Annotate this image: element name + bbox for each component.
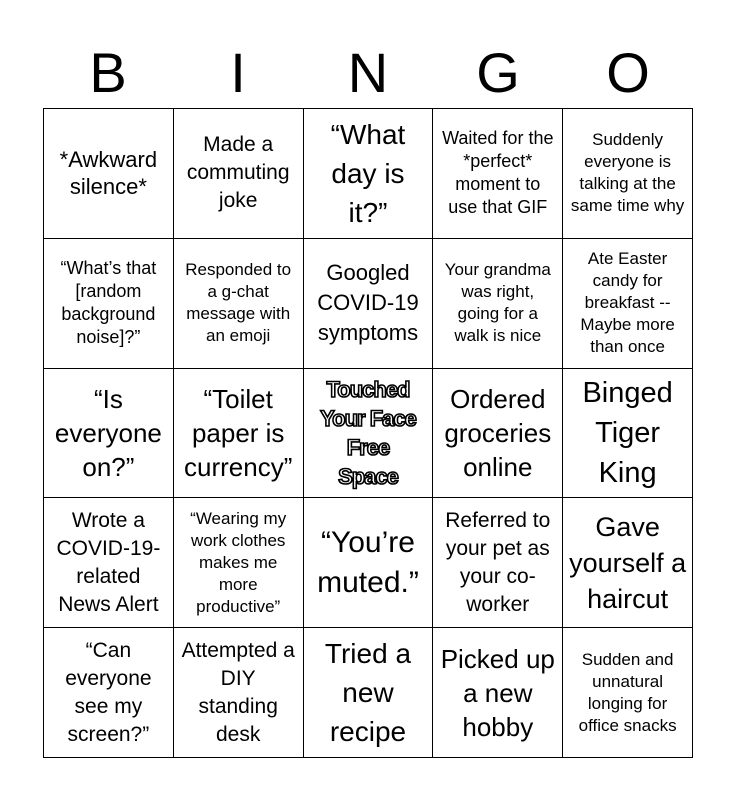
bingo-grid [43, 108, 693, 758]
cell-text: “What day is it?” [330, 118, 406, 228]
header-letter-g: G [476, 41, 520, 104]
bingo-cell[interactable] [174, 498, 304, 628]
bingo-cell[interactable] [44, 498, 174, 628]
cell-text: Ordered groceries online [444, 383, 552, 482]
bingo-cell[interactable] [174, 628, 304, 758]
bingo-cell[interactable] [304, 498, 434, 628]
bingo-cell[interactable] [563, 369, 693, 499]
bingo-cell[interactable] [44, 109, 174, 239]
bingo-cell[interactable] [563, 109, 693, 239]
bingo-cell[interactable] [433, 498, 563, 628]
bingo-cell[interactable] [44, 369, 174, 499]
header-letter-o: O [606, 41, 650, 104]
cell-text: Waited for the *perfect* moment to use that GIF [442, 128, 554, 218]
header-letter-n: N [347, 41, 389, 104]
bingo-cell[interactable] [433, 239, 563, 369]
cell-text: Wrote a COVID-19-related News Alert [56, 508, 161, 616]
bingo-cell[interactable] [304, 239, 434, 369]
cell-text: Your grandma was right, going for a walk is nice [444, 260, 551, 346]
bingo-cell[interactable] [563, 498, 693, 628]
bingo-cell[interactable] [304, 628, 434, 758]
free-space-cell[interactable] [304, 369, 434, 499]
cell-text: “Is everyone on?” [54, 383, 162, 482]
cell-text: Responded to a g-chat message with an emoji [185, 260, 292, 346]
cell-text: “You’re muted.” [317, 525, 419, 599]
bingo-cell[interactable] [174, 109, 304, 239]
bingo-cell[interactable] [433, 369, 563, 499]
bingo-cell[interactable] [304, 109, 434, 239]
cell-text: “Can everyone see my screen?” [65, 638, 152, 746]
cell-text: Attempted a DIY standing desk [181, 638, 295, 746]
header-letter-b: B [89, 41, 127, 104]
cell-text: Binged Tiger King [582, 376, 673, 489]
cell-text: *Awkward silence* [59, 147, 158, 200]
free-space-text: Touched Your Face Free Space [320, 376, 416, 489]
bingo-header [43, 38, 693, 108]
cell-text: “What’s that [random background noise]?” [60, 258, 157, 348]
header-letter-i: I [230, 41, 246, 104]
bingo-cell[interactable] [44, 239, 174, 369]
bingo-cell[interactable] [433, 628, 563, 758]
bingo-cell[interactable] [44, 628, 174, 758]
bingo-cell[interactable] [433, 109, 563, 239]
cell-text: Picked up a new hobby [440, 643, 555, 742]
cell-text: Ate Easter candy for breakfast -- Maybe more than once [580, 249, 675, 357]
cell-text: “Toilet paper is currency” [184, 383, 293, 482]
bingo-cell[interactable] [174, 369, 304, 499]
cell-text: Referred to your pet as your co-worker [445, 508, 551, 616]
bingo-cell[interactable] [563, 628, 693, 758]
cell-text: Sudden and unnatural longing for office snacks [578, 649, 677, 735]
bingo-cell[interactable] [174, 239, 304, 369]
cell-text: Gave yourself a haircut [569, 511, 687, 614]
cell-text: Tried a new recipe [324, 638, 412, 748]
cell-text: “Wearing my work clothes makes me more productive” [190, 508, 287, 616]
cell-text: Made a commuting joke [186, 133, 290, 213]
bingo-cell[interactable] [563, 239, 693, 369]
cell-text: Suddenly everyone is talking at the same time why [570, 130, 685, 216]
cell-text: Googled COVID-19 symptoms [317, 260, 419, 346]
